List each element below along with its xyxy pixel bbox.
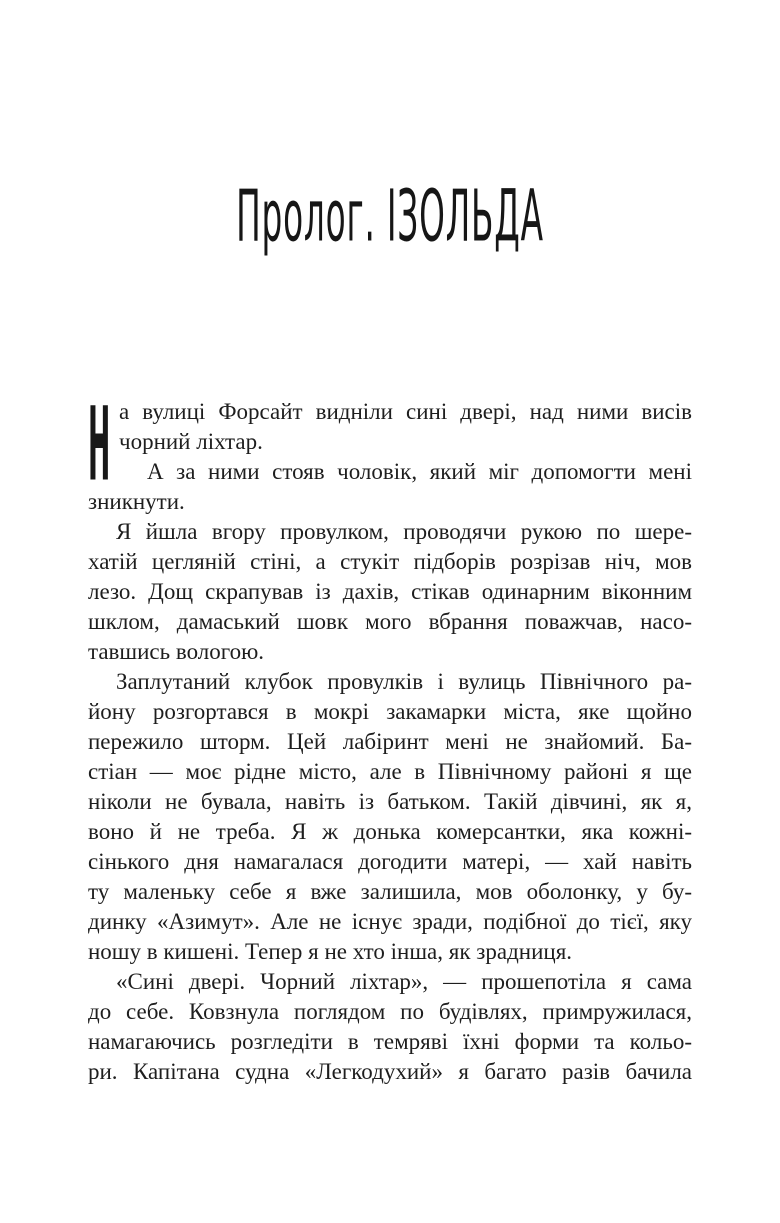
text-line: ношу в кишені. Тепер я не хто інша, як зрадниця. — [88, 939, 573, 964]
text-line: намагаючись розгледіти в темряві їхні форми та кольо- — [88, 1029, 692, 1054]
text-line: йону розгортався в мокрі закамарки міста, яке щойно — [88, 699, 692, 724]
text-line: зникнути. — [88, 489, 185, 514]
text-line: Я йшла вгору провулком, проводячи рукою по шере- — [116, 519, 692, 544]
text-line: чорний ліхтар. — [119, 429, 263, 454]
text-line: стіан — моє рідне місто, але в Північному районі я ще — [88, 759, 692, 784]
text-line: хатій цегляній стіні, а стукіт підборів розрізав ніч, мов — [88, 549, 692, 574]
body-text — [88, 384, 692, 1087]
drop-cap — [88, 384, 119, 504]
text-line: а вулиці Форсайт видніли сині двері, над ними висів — [119, 399, 692, 424]
text-line: ніколи не бувала, навіть із батьком. Такій дівчині, як я, — [88, 789, 692, 814]
text-line: шклом, дамаський шовк мого вбрання поважчав, насо- — [88, 609, 692, 634]
paragraph — [88, 457, 692, 517]
paragraph — [88, 517, 692, 667]
text-line: сінького дня намагалася догодити матері, — хай навіть — [88, 849, 692, 874]
paragraph — [88, 967, 692, 1087]
text-line: «Сині двері. Чорний ліхтар», — прошепотіла я сама — [116, 969, 692, 994]
text-line: пережило шторм. Цей лабіринт мені не знайомий. Ба- — [88, 729, 692, 754]
paragraph — [88, 667, 692, 967]
text-line: А за ними стояв чоловік, який міг допомогти мені — [147, 459, 692, 484]
text-line: лезо. Дощ скрапував із дахів, стікав одинарним віконним — [88, 579, 692, 604]
text-line: тавшись вологою. — [88, 639, 265, 664]
chapter-title: Пролог. ІЗОЛЬДА — [236, 174, 544, 258]
text-line: ри. Капітана судна «Легкодухий» я багато разів бачила — [88, 1059, 692, 1084]
text-line: динку «Азимут». Але не існує зради, подібної до тієї, яку — [88, 909, 692, 934]
text-line: Заплутаний клубок провулків і вулиць Північного ра- — [116, 669, 692, 694]
text-line: ту маленьку себе я вже залишила, мов оболонку, у бу- — [88, 879, 692, 904]
text-line: до себе. Ковзнула поглядом по будівлях, примружилася, — [88, 999, 692, 1024]
drop-cap-letter: Н — [88, 384, 111, 504]
text-line: воно й не треба. Я ж донька комерсантки, яка кожні- — [88, 819, 692, 844]
